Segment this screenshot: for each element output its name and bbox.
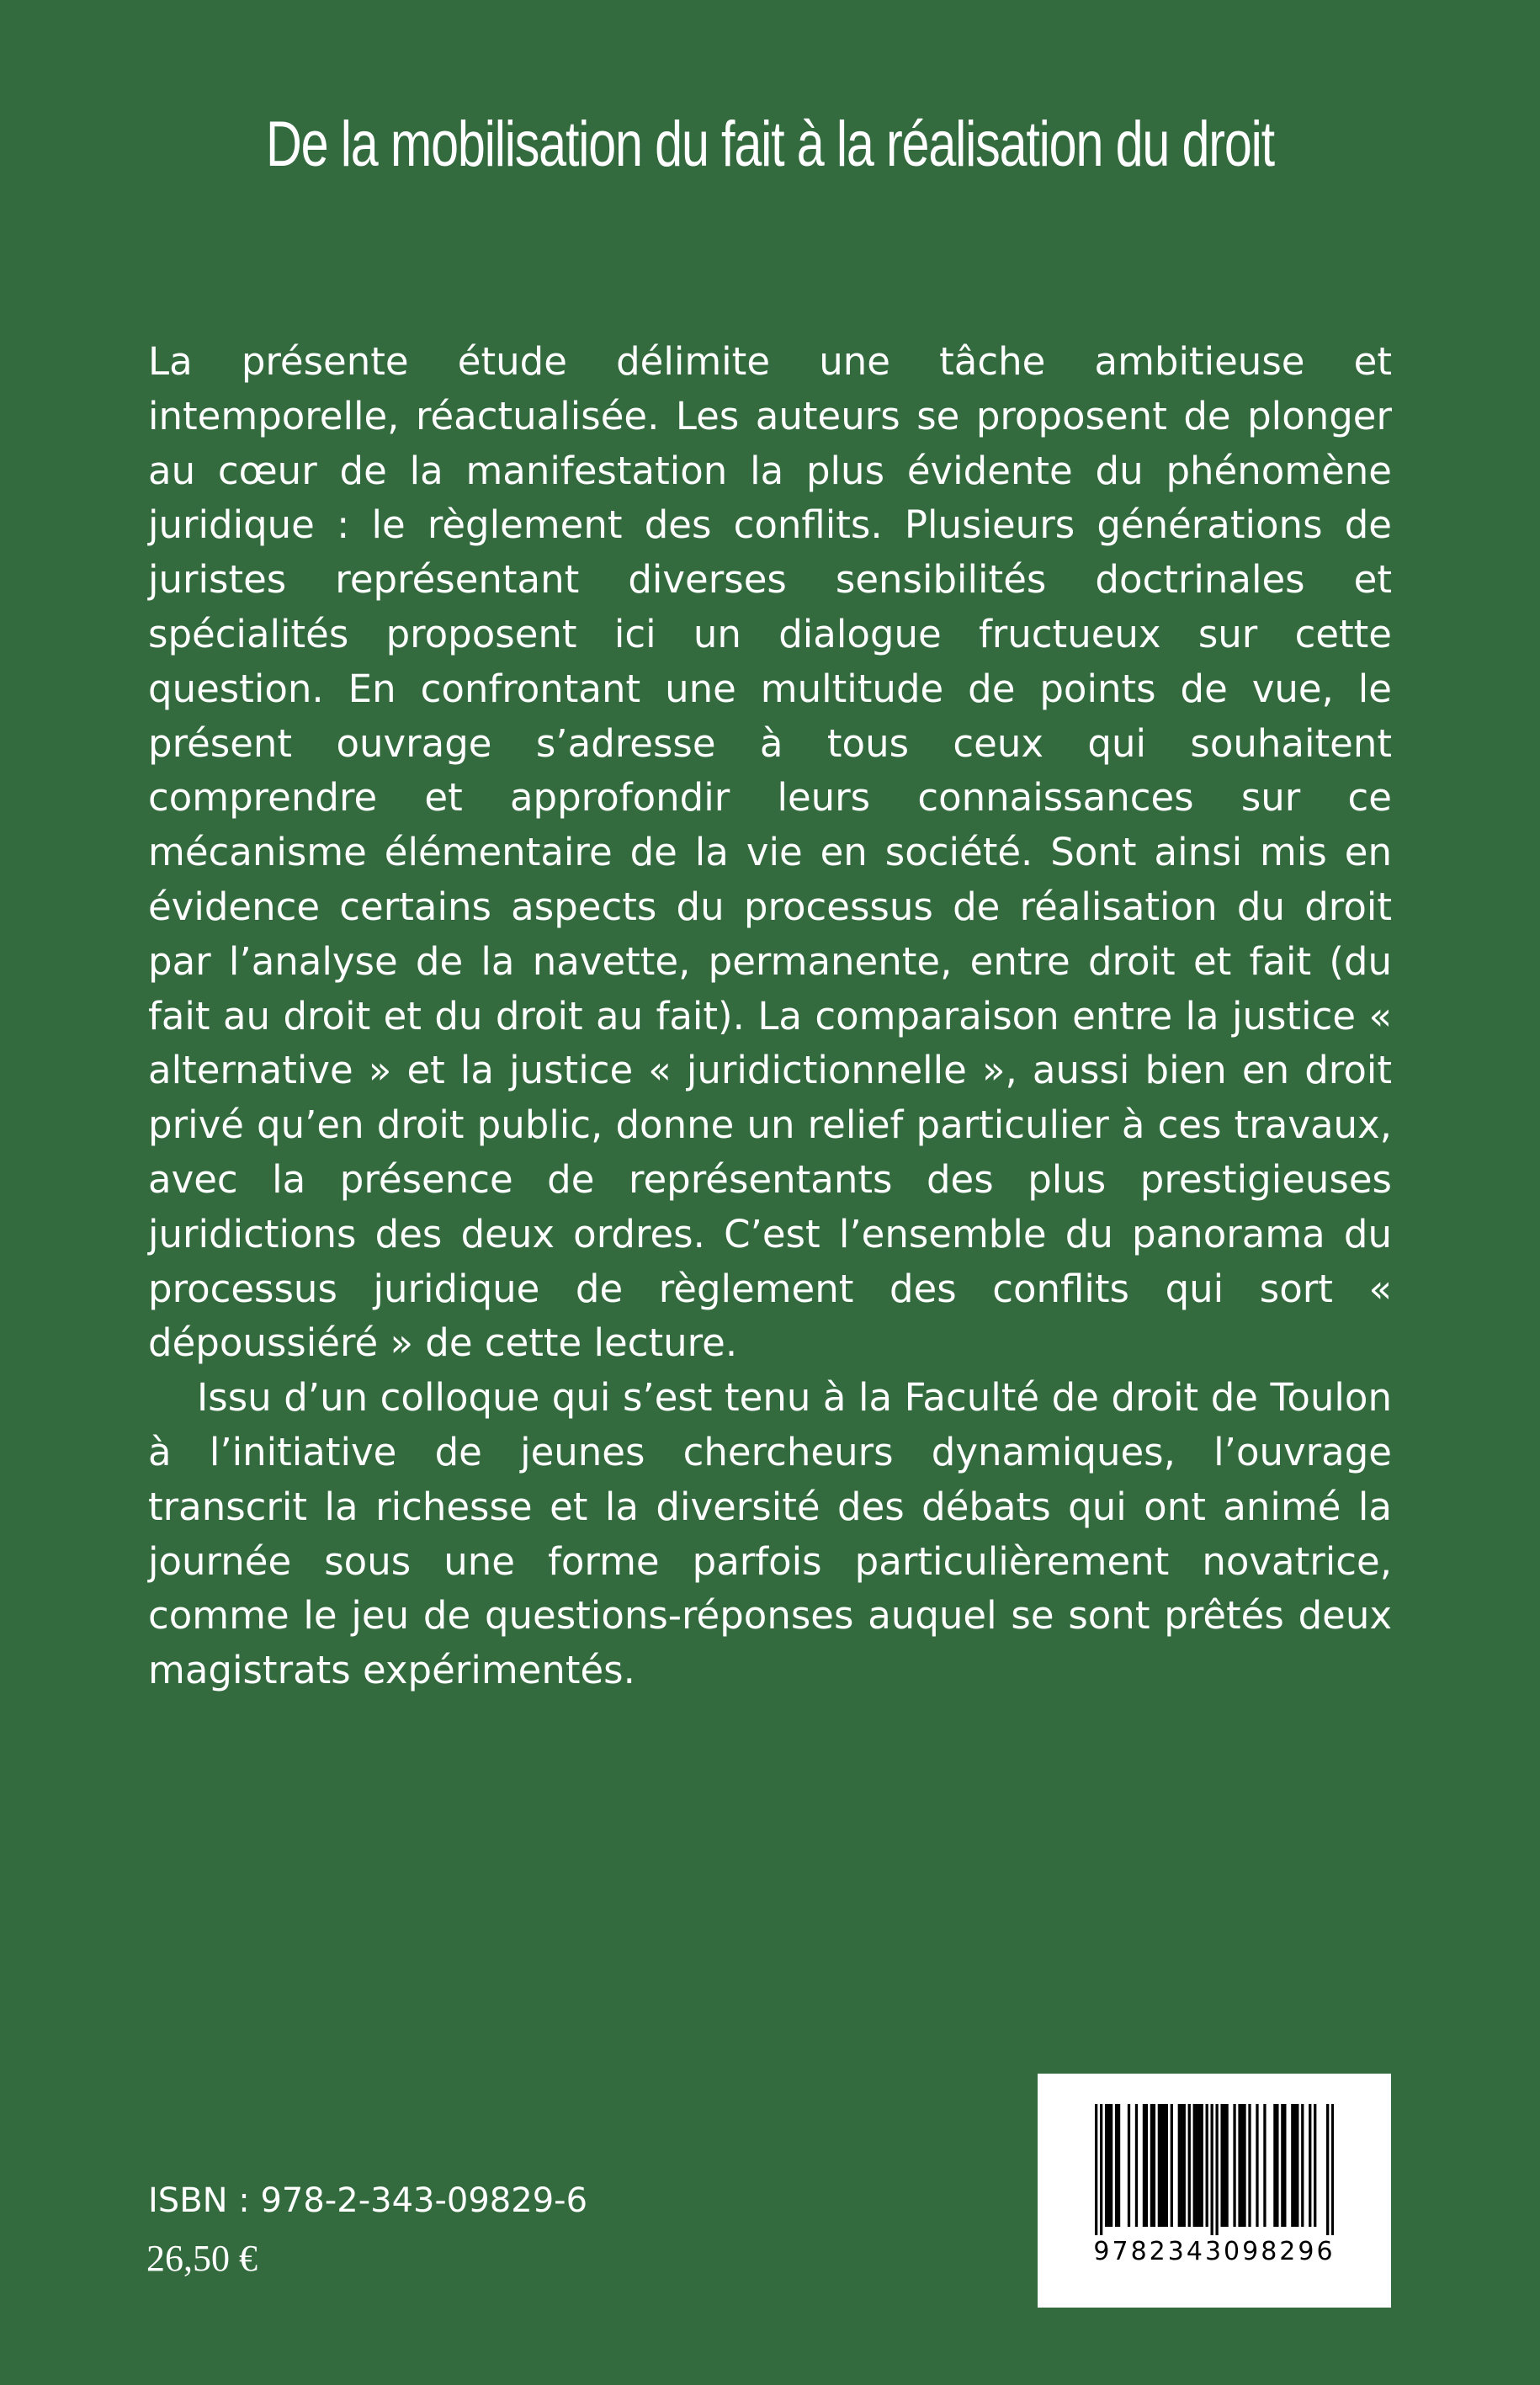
barcode-bar: [1115, 2104, 1118, 2227]
back-cover-blurb: [148, 335, 1392, 1698]
barcode-bar: [1238, 2104, 1240, 2227]
barcode-bar: [1105, 2104, 1107, 2227]
barcode-bar: [1135, 2104, 1138, 2227]
barcode-bar: [1166, 2104, 1168, 2227]
barcode-bar: [1198, 2104, 1201, 2227]
barcode-bar: [1233, 2104, 1235, 2227]
barcode-number: 9782343098296: [1093, 2237, 1336, 2266]
barcode-bar: [1145, 2104, 1148, 2227]
barcode-bar: [1171, 2104, 1173, 2227]
barcode-bar: [1215, 2104, 1218, 2235]
barcode-bar: [1225, 2104, 1228, 2227]
barcode-bar: [1183, 2104, 1186, 2227]
barcode-bar: [1281, 2104, 1283, 2227]
barcode-bar: [1296, 2104, 1298, 2227]
barcode-bar: [1188, 2104, 1191, 2227]
barcode-bar: [1206, 2104, 1208, 2227]
barcode-bar: [1193, 2104, 1196, 2227]
barcode-bar: [1201, 2104, 1203, 2227]
barcode-bar: [1100, 2104, 1102, 2235]
barcode-bar: [1110, 2104, 1113, 2227]
barcode-bar: [1248, 2104, 1251, 2227]
barcode-bar: [1301, 2104, 1304, 2227]
barcode-bar: [1331, 2104, 1334, 2235]
isbn-label: ISBN : 978-2-343-09829-6: [148, 2181, 588, 2220]
barcode-bar: [1128, 2104, 1130, 2227]
price-label: 26,50 €: [146, 2238, 258, 2279]
barcode-bars: [1095, 2104, 1334, 2235]
barcode-bar: [1178, 2104, 1181, 2227]
barcode-bar: [1283, 2104, 1286, 2227]
barcode-bar: [1163, 2104, 1166, 2227]
barcode-bar: [1291, 2104, 1293, 2227]
barcode-bar: [1150, 2104, 1153, 2227]
barcode-bar: [1309, 2104, 1311, 2227]
barcode-bar: [1276, 2104, 1278, 2227]
barcode-bar: [1153, 2104, 1155, 2227]
barcode: [1038, 2074, 1391, 2308]
barcode-bar: [1263, 2104, 1266, 2227]
book-title: De la mobilisation du fait à la réalisation du droit: [266, 109, 1274, 180]
barcode-bar: [1107, 2104, 1110, 2227]
barcode-bar: [1143, 2104, 1145, 2227]
barcode-bar: [1273, 2104, 1276, 2227]
barcode-bar: [1181, 2104, 1183, 2227]
barcode-bar: [1158, 2104, 1160, 2227]
barcode-bar: [1256, 2104, 1258, 2227]
barcode-bar: [1326, 2104, 1329, 2235]
barcode-bar: [1293, 2104, 1296, 2227]
barcode-bar: [1314, 2104, 1316, 2227]
blurb-paragraph-1: La présente étude délimite une tâche ambitieuse et intemporelle, réactualisée. Les auteurs se proposent de plonger au cœur de la manifestation la plus évidente du phénomène juridique : le règlement des conflits. Plusieurs générations de juristes représentant diverses sensibilités doctrinales et spécialités proposent ici un dialogue fructueux sur cette question. En confrontant une multitude de points de vue, le présent ouvrage s’adresse à tous ceux qui souhaitent comprendre et approfondir leurs connaissances sur ce mécanisme élémentaire de la vie en société. Sont ainsi mis en évidence certains aspects du processus de réalisation du droit par l’analyse de la navette, permanente, entre droit et fait (du fait au droit et du droit au fait). La comparaison entre la justice « alternative » et la justice « juridictionnelle », aussi bien en droit privé qu’en droit public, donne un relief particulier à ces travaux, avec la présence de représentants des plus prestigieuses juridictions des deux ordres. C’est l’ensemble du panorama du processus juridique de règlement des conflits qui sort « dépoussiéré » de cette lecture.: [148, 339, 1392, 1366]
barcode-bar: [1223, 2104, 1225, 2227]
barcode-bar: [1220, 2104, 1223, 2227]
barcode-bar: [1240, 2104, 1243, 2227]
blurb-paragraph-2: Issu d’un colloque qui s’est tenu à la Faculté de droit de Toulon à l’initiative de jeunes chercheurs dynamiques, l’ouvrage transcrit la richesse et la diversité des débats qui ont animé la journée sous une forme parfois particulièrement novatrice, comme le jeu de questions-réponses auquel se sont prêtés deux magistrats expérimentés.: [148, 1375, 1392, 1693]
barcode-bar: [1118, 2104, 1120, 2227]
barcode-bar: [1243, 2104, 1245, 2227]
barcode-bar: [1196, 2104, 1198, 2227]
barcode-bar: [1095, 2104, 1097, 2235]
barcode-bar: [1211, 2104, 1213, 2235]
barcode-bar: [1160, 2104, 1163, 2227]
